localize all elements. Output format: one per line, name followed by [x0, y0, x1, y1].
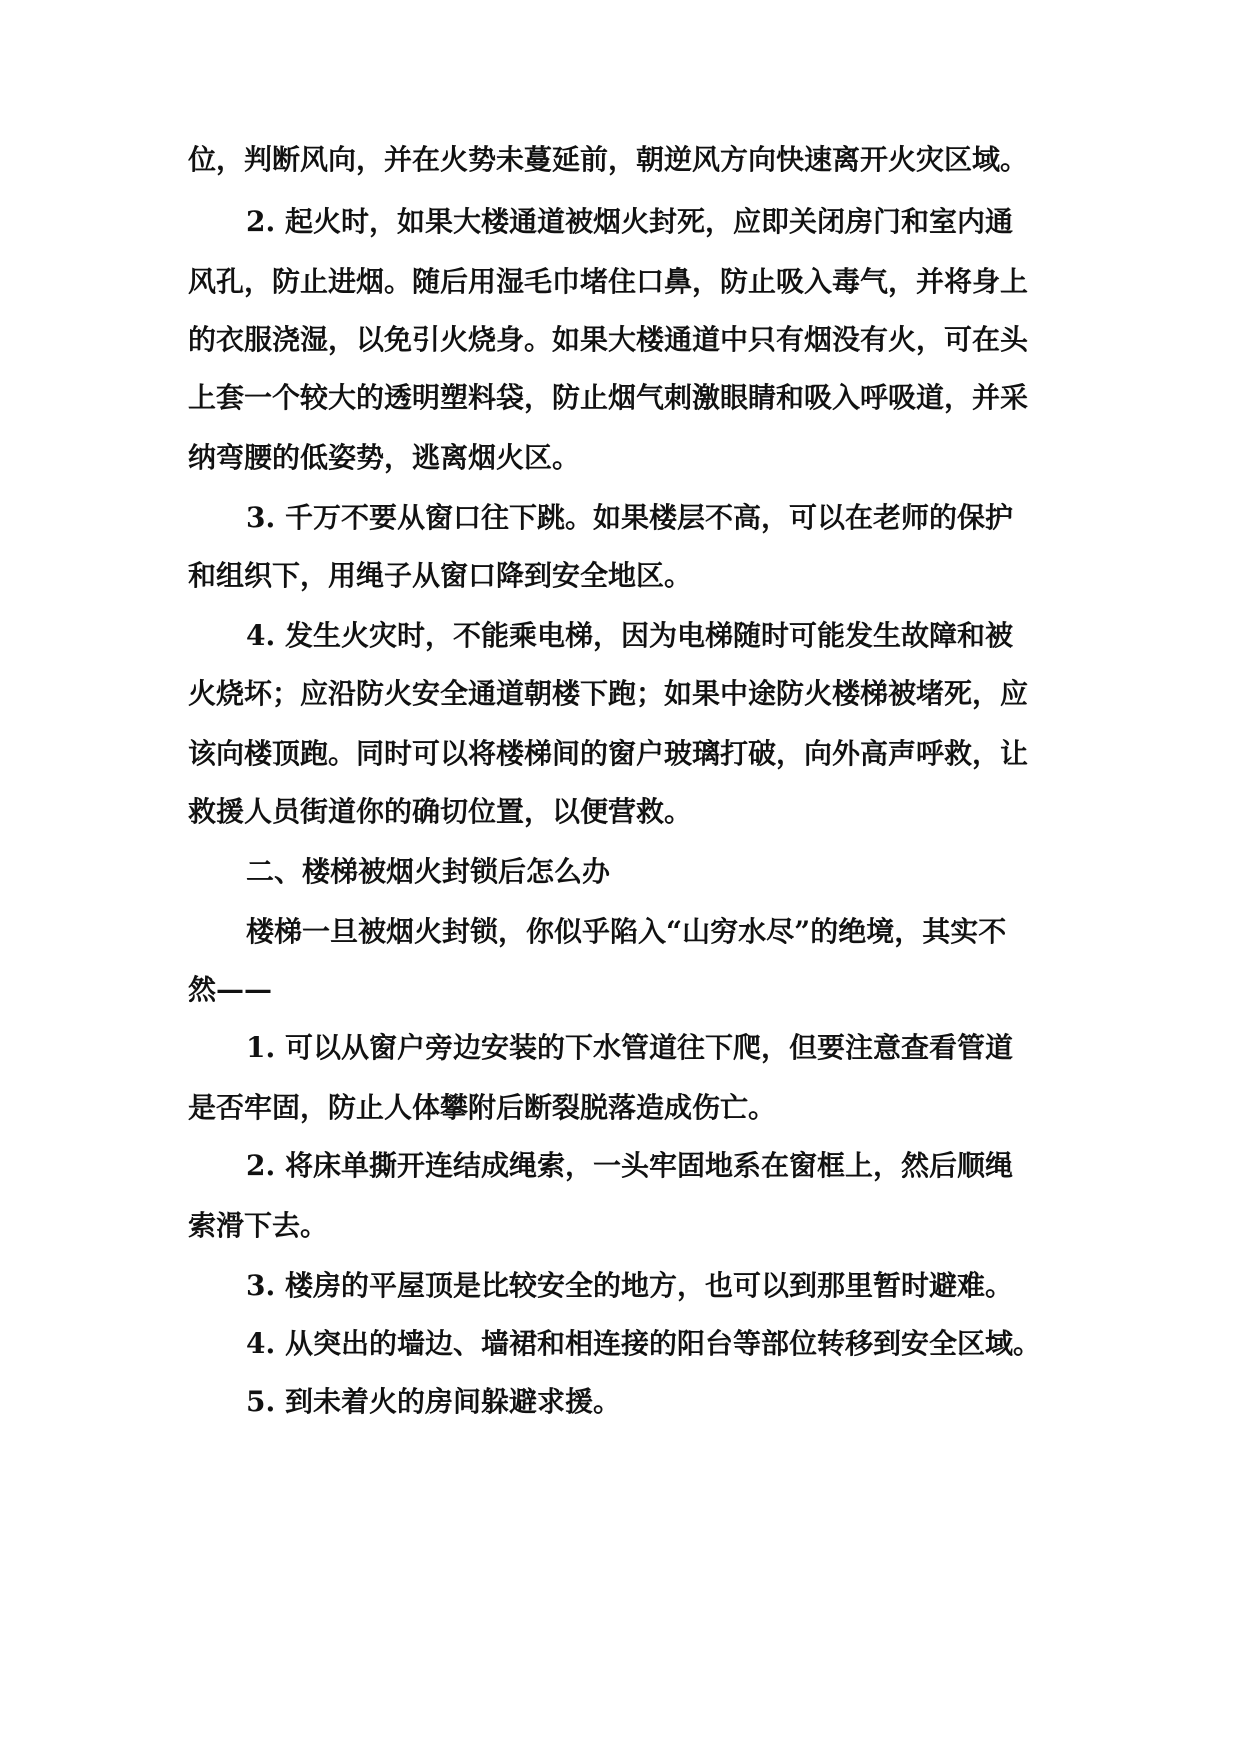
text-line: 纳弯腰的低姿势，逃离烟火区。 [188, 441, 581, 474]
text-line: 4. 发生火灾时，不能乘电梯，因为电梯随时可能发生故障和被 [246, 619, 1013, 652]
text-line: 2. 将床单撕开连结成绳索，一头牢固地系在窗框上，然后顺绳 [246, 1149, 1013, 1182]
text-line: 1. 可以从窗户旁边安装的下水管道往下爬，但要注意查看管道 [246, 1031, 1013, 1064]
text-line: 4. 从突出的墙边、墙裙和相连接的阳台等部位转移到安全区域。 [246, 1327, 1041, 1360]
text-line: 然—— [188, 973, 273, 1006]
text-line: 救援人员街道你的确切位置，以便营救。 [188, 795, 693, 828]
text-line: 3. 楼房的平屋顶是比较安全的地方，也可以到那里暂时避难。 [246, 1269, 1013, 1302]
text-line: 该向楼顶跑。同时可以将楼梯间的窗户玻璃打破，向外高声呼救，让 [188, 737, 1029, 770]
text-line: 上套一个较大的透明塑料袋，防止烟气刺激眼睛和吸入呼吸道，并采 [188, 381, 1029, 414]
text-line: 2. 起火时，如果大楼通道被烟火封死，应即关闭房门和室内通 [246, 205, 1013, 238]
text-line: 和组织下，用绳子从窗口降到安全地区。 [188, 559, 693, 592]
text-line: 是否牢固，防止人体攀附后断裂脱落造成伤亡。 [188, 1091, 777, 1124]
text-line: 5. 到未着火的房间躲避求援。 [246, 1385, 621, 1418]
text-line: 3. 千万不要从窗口往下跳。如果楼层不高，可以在老师的保护 [246, 501, 1013, 534]
text-line: 风孔，防止进烟。随后用湿毛巾堵住口鼻，防止吸入毒气，并将身上 [188, 265, 1029, 298]
text-line: 楼梯一旦被烟火封锁，你似乎陷入“山穷水尽”的绝境，其实不 [246, 915, 1007, 948]
text-line: 火烧坏；应沿防火安全通道朝楼下跑；如果中途防火楼梯被堵死，应 [188, 677, 1029, 710]
text-line: 位，判断风向，并在火势未蔓延前，朝逆风方向快速离开火灾区域。 [188, 143, 1029, 176]
text-line: 的衣服浇湿，以免引火烧身。如果大楼通道中只有烟没有火，可在头 [188, 323, 1029, 356]
section-heading: 二、楼梯被烟火封锁后怎么办 [246, 855, 611, 888]
text-line: 索滑下去。 [188, 1209, 329, 1242]
